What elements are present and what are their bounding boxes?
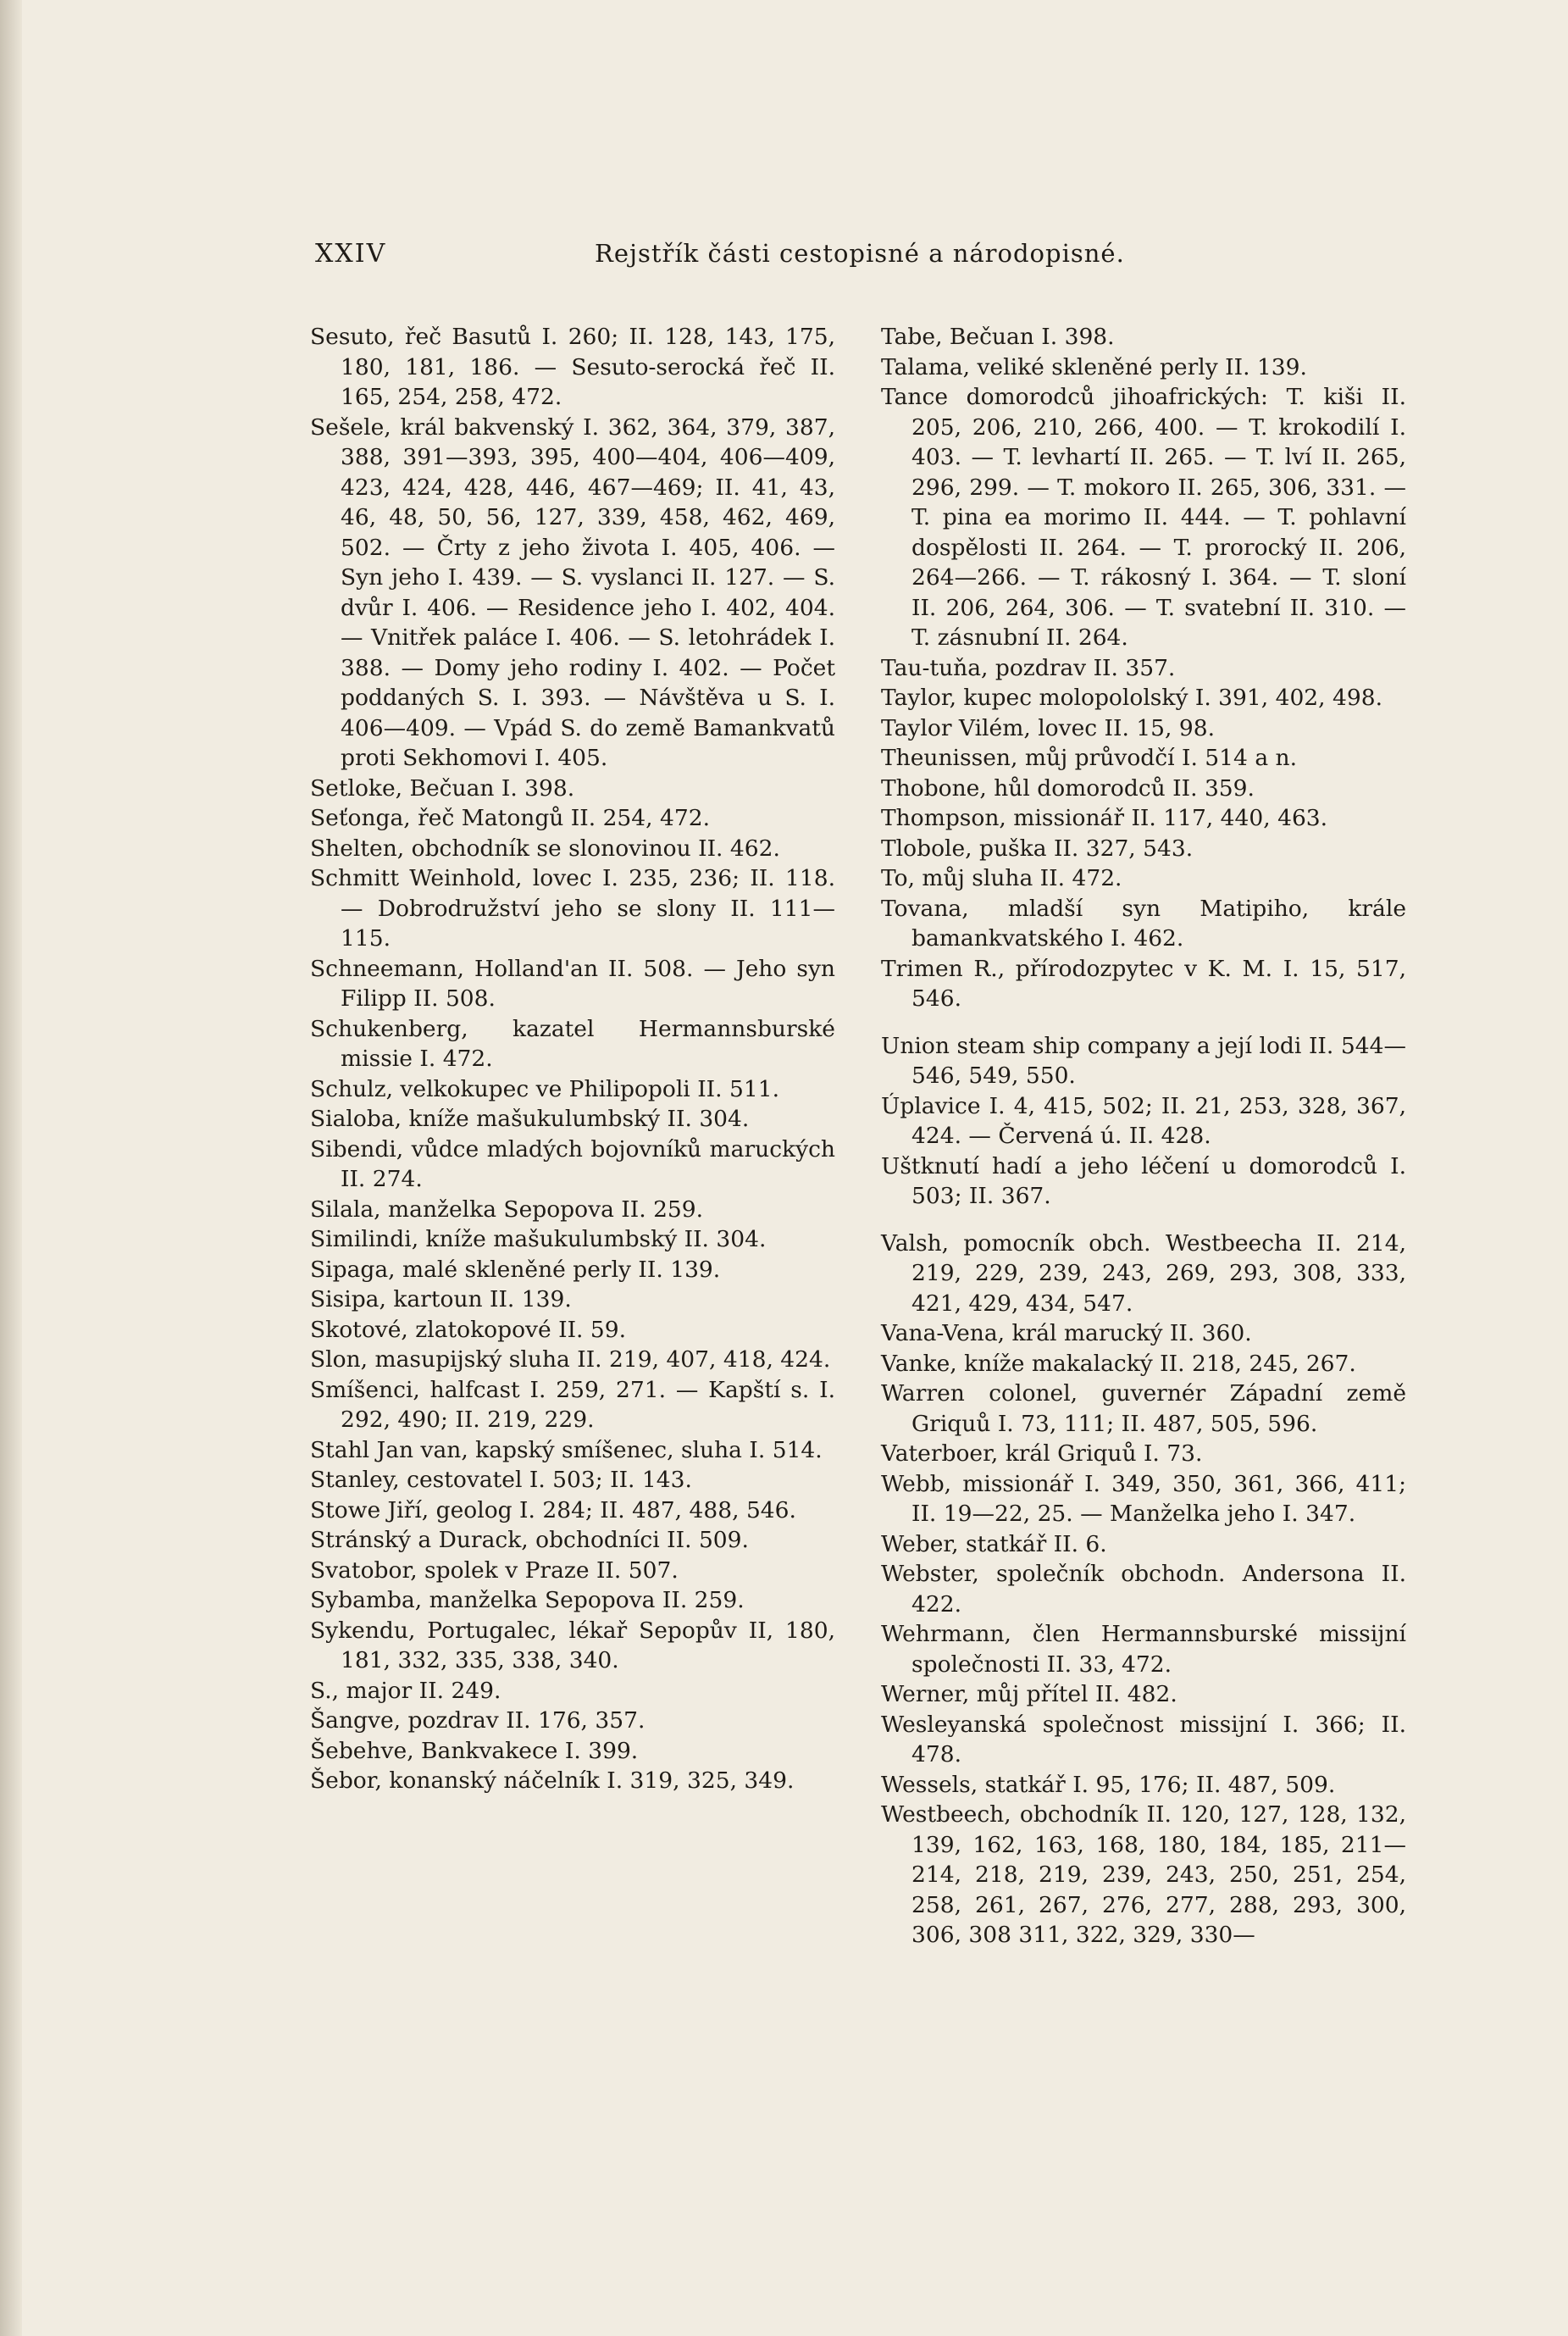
index-entry: Sialoba, kníže mašukulumbský II. 304. (310, 1106, 750, 1132)
index-entry: Vaterboer, král Griquů I. 73. (881, 1440, 1203, 1467)
index-entry: Wessels, statkář I. 95, 176; II. 487, 509. (881, 1771, 1336, 1798)
index-entry: Sipaga, malé skleněné perly II. 139. (310, 1256, 721, 1283)
index-entry: Theunissen, můj průvodčí I. 514 a n. (881, 745, 1298, 771)
index-entry: Westbeech, obchodník II. 120, 127, 128, 132, 139, 162, 163, 168, 180, 184, 185, 211—214, 218, 219, 239, 243, 250, 251, 254, 258, 261, 267, 276, 277, 288, 293, 300, 306, 308 311, 322, 329, 330— (881, 1801, 1406, 1948)
index-entry: Uštknutí hadí a jeho léčení u domorodců I. 503; II. 367. (881, 1152, 1406, 1209)
index-entry: Svatobor, spolek v Praze II. 507. (310, 1556, 679, 1584)
index-entry: Sybamba, manželka Sepopova II. 259. (310, 1587, 745, 1613)
index-entry: Webb, missionář I. 349, 350, 361, 366, 411; II. 19—22, 25. — Manželka jeho I. 347. (881, 1470, 1406, 1527)
index-entry: Schulz, velkokupec ve Philipopoli II. 511. (310, 1075, 779, 1102)
index-entry: Sesuto, řeč Basutů I. 260; II. 128, 143, 175, 180, 181, 186. — Sesuto-serocká řeč II. 165, 254, 258, 472. (310, 324, 835, 410)
index-entry: Seťonga, řeč Matongů II. 254, 472. (310, 805, 711, 831)
index-entry: S., major II. 249. (310, 1677, 501, 1704)
index-column-right (881, 322, 1406, 1950)
index-entry: Úplavice I. 4, 415, 502; II. 21, 253, 328, 367, 424. — Červená ú. II. 428. (881, 1092, 1406, 1149)
index-entry: Skotové, zlatokopové II. 59. (310, 1316, 627, 1343)
page-spine-shadow (0, 0, 22, 2336)
index-column-left (310, 322, 835, 1796)
index-entry: Sykendu, Portugalec, lékař Sepopův II, 180, 181, 332, 335, 338, 340. (310, 1617, 835, 1673)
index-entry: Šebehve, Bankvakece I. 399. (310, 1737, 639, 1764)
index-entry: Thompson, missionář II. 117, 440, 463. (881, 805, 1328, 831)
index-entry: Schukenberg, kazatel Hermannsburské missie I. 472. (310, 1015, 835, 1072)
page-number: XXIV (315, 239, 387, 269)
index-entry: Vanke, kníže makalacký II. 218, 245, 267. (881, 1350, 1356, 1377)
running-title: Rejstřík části cestopisné a národopisné. (595, 239, 1125, 268)
index-entry: Wesleyanská společnost missijní I. 366; II. 478. (881, 1711, 1406, 1767)
index-entry: Trimen R., přírodozpytec v K. M. I. 15, 517, 546. (881, 955, 1406, 1012)
index-entry: Similindi, kníže mašukulumbský II. 304. (310, 1226, 767, 1252)
index-entry: Tlobole, puška II. 327, 543. (881, 835, 1194, 862)
index-entry: Thobone, hůl domorodců II. 359. (881, 774, 1255, 802)
index-entry: Werner, můj přítel II. 482. (881, 1681, 1177, 1707)
index-entry: Sibendi, vůdce mladých bojovníků maruckých II. 274. (310, 1135, 835, 1192)
index-entry: Tau-tuňa, pozdrav II. 357. (881, 654, 1176, 681)
index-entry: Taylor, kupec molopololský I. 391, 402, 498. (881, 685, 1383, 711)
index-entry: Shelten, obchodník se slonovinou II. 462. (310, 835, 780, 862)
index-entry: Silala, manželka Sepopova II. 259. (310, 1196, 704, 1223)
index-entry: Weber, statkář II. 6. (881, 1530, 1107, 1557)
index-entry: Stránský a Durack, obchodníci II. 509. (310, 1527, 749, 1553)
index-entry: Vana-Vena, král marucký II. 360. (881, 1320, 1252, 1346)
index-entry: Sisipa, kartoun II. 139. (310, 1286, 572, 1312)
index-entry: Tovana, mladší syn Matipiho, krále bamankvatského I. 462. (881, 895, 1406, 952)
index-entry: Stanley, cestovatel I. 503; II. 143. (310, 1467, 692, 1493)
running-header (315, 239, 1416, 273)
index-entry: Stowe Jiří, geolog I. 284; II. 487, 488, 546. (310, 1496, 796, 1523)
index-entry: Slon, masupijský sluha II. 219, 407, 418, 424. (310, 1346, 831, 1373)
index-entry: Schneemann, Holland'an II. 508. — Jeho syn Filipp II. 508. (310, 955, 835, 1012)
index-entry: Šebor, konanský náčelník I. 319, 325, 349. (310, 1767, 795, 1794)
index-entry: Šangve, pozdrav II. 176, 357. (310, 1707, 645, 1734)
index-entry: To, můj sluha II. 472. (881, 865, 1122, 891)
index-entry: Stahl Jan van, kapský smíšenec, sluha I. 514. (310, 1436, 823, 1463)
index-entry: Setloke, Bečuan I. 398. (310, 774, 575, 802)
index-entry: Union steam ship company a její lodi II. 544—546, 549, 550. (881, 1032, 1406, 1089)
index-entry: Sešele, král bakvenský I. 362, 364, 379, 387, 388, 391—393, 395, 400—404, 406—409, 423, 424, 428, 446, 467—469; II. 41, 43, 46, 48, 50, 56, 127, 339, 458, 462, 469, 502. — Črty z jeho života I. 405, 406. — Syn jeho I. 439. — S. vyslanci II. 127. — S. dvůr I. 406. — Residence jeho I. 402, 404. — Vnitřek paláce I. 406. — S. letohrádek I. 388. — Domy jeho rodiny I. 402. — Počet poddaných S. I. 393. — Návštěva u S. I. 406—409. — Vpád S. do země Bamankvatů proti Sekhomovi I. 405. (310, 413, 835, 771)
index-entry: Wehrmann, člen Hermannsburské missijní společnosti II. 33, 472. (881, 1621, 1406, 1678)
index-entry: Tance domorodců jihoafrických: T. kiši II. 205, 206, 210, 266, 400. — T. krokodilí I. 403. — T. levhartí II. 265. — T. lví II. 265, 296, 299. — T. mokoro II. 265, 306, 331. — T. pina ea morimo II. 444. — T. pohlavní dospělosti II. 264. — T. prorocký II. 206, 264—266. — T. rákosný I. 364. — T. sloní II. 206, 264, 306. — T. svatební II. 310. — T. zásnubní II. 264. (881, 384, 1406, 651)
index-entry: Smíšenci, halfcast I. 259, 271. — Kapští s. I. 292, 490; II. 219, 229. (310, 1376, 835, 1433)
index-entry: Talama, veliké skleněné perly II. 139. (881, 353, 1307, 380)
index-entry: Taylor Vilém, lovec II. 15, 98. (881, 714, 1216, 741)
index-entry: Valsh, pomocník obch. Westbeecha II. 214, 219, 229, 239, 243, 269, 293, 308, 333, 421, 429, 434, 547. (881, 1229, 1406, 1317)
index-entry: Webster, společník obchodn. Andersona II. 422. (881, 1561, 1406, 1617)
index-entry: Schmitt Weinhold, lovec I. 235, 236; II. 118. — Dobrodružství jeho se slony II. 111—115. (310, 865, 835, 952)
index-entry: Tabe, Bečuan I. 398. (881, 324, 1115, 350)
index-entry: Warren colonel, guvernér Západní země Griquů I. 73, 111; II. 487, 505, 596. (881, 1380, 1406, 1437)
